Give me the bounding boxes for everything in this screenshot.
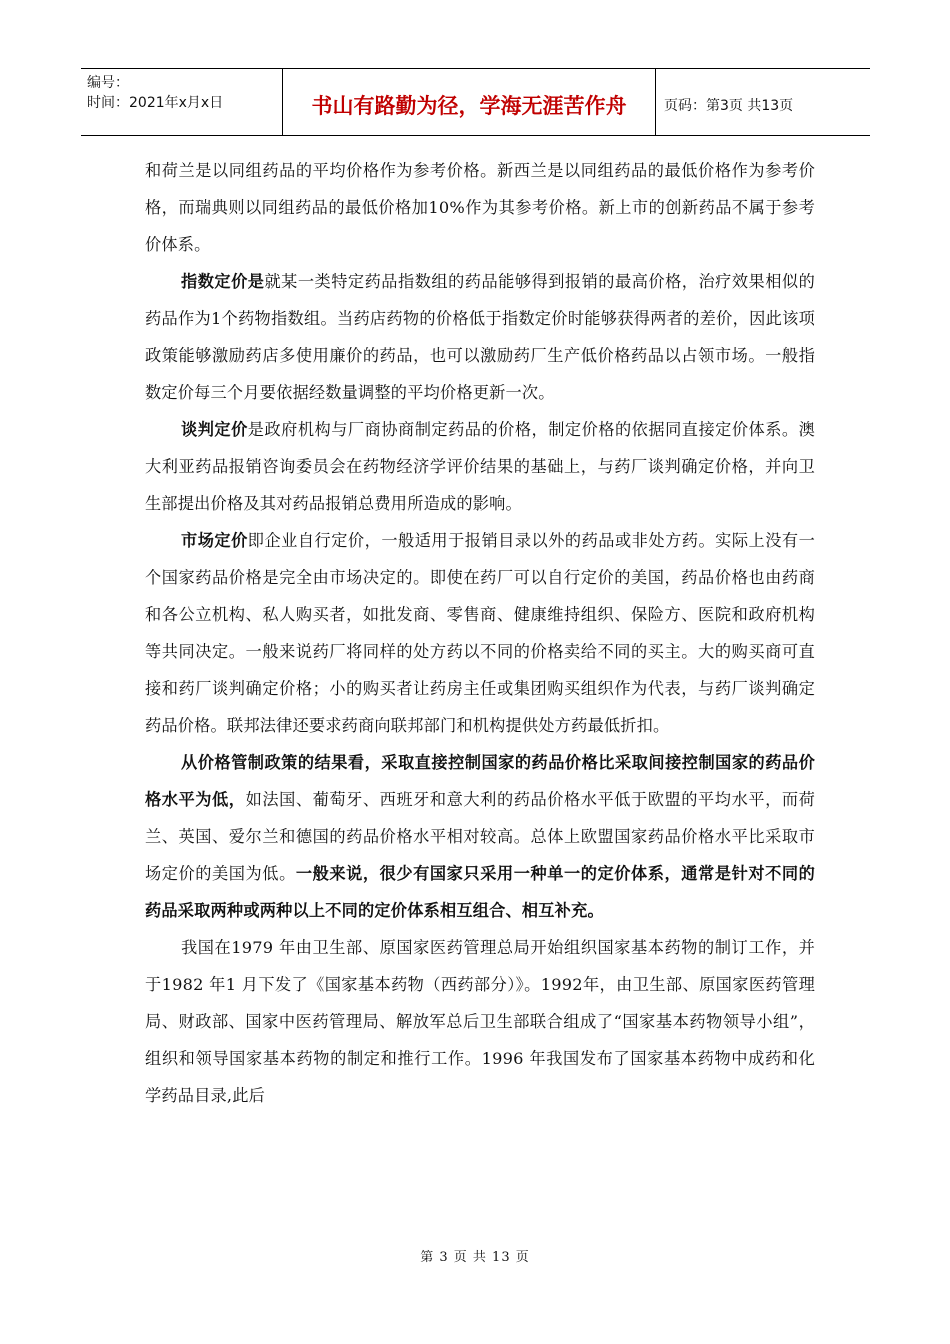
document-number-label: 编号： [87,75,129,91]
paragraph-4-text: 即企业自行定价，一般适用于报销目录以外的药品或非处方药。实际上没有一个国家药品价格是完全由市场决定的。即使在药厂可以自行定价的美国，药品价格也由药商和各公立机构、私人购买者，如批发商、零售商、健康维持组织、保险方、医院和政府机构等共同决定。一般来说药厂将同样的处方药以不同的价格卖给不同的买主。大的购买商可直接和药厂谈判确定价格；小的购买者让药房主任或集团购买组织作为代表，与药厂谈判确定药品价格。联邦法律还要求药商向联邦部门和机构提供处方药最低折扣。 [145,531,815,735]
paragraph-3 [145,411,815,522]
paragraph-2 [145,263,815,411]
header-motto: 书山有路勤为径，学海无涯苦作舟 [283,69,656,135]
paragraph-1 [145,152,815,263]
paragraph-5-text: 如法国、葡萄牙、西班牙和意大利的药品价格水平低于欧盟的平均水平，而荷兰、英国、爱尔兰和德国的药品价格水平相对较高。总体上欧盟国家药品价格水平比采取市场定价的美国为低。 [145,790,815,883]
document-body [145,152,815,1114]
paragraph-1-text: 和荷兰是以同组药品的平均价格作为参考价格。新西兰是以同组药品的最低价格作为参考价格，而瑞典则以同组药品的最低价格加10%作为其参考价格。新上市的创新药品不属于参考价体系。 [145,161,815,254]
paragraph-6-text: 我国在1979 年由卫生部、原国家医药管理总局开始组织国家基本药物的制订工作，并于1982 年1 月下发了《国家基本药物（西药部分）》。1992年，由卫生部、原国家医药管理局、财政部、国家中医药管理局、解放军总后卫生部联合组成了“国家基本药物领导小组”，组织和领导国家基本药物的制定和推行工作。1996 年我国发布了国家基本药物中成药和化学药品目录,此后 [145,938,815,1105]
header-page-info: 页码：第3页 共13页 [664,98,794,114]
paragraph-2-text: 就某一类特定药品指数组的药品能够得到报销的最高价格，治疗效果相似的药品作为1个药物指数组。当药店药物的价格低于指数定价时能够获得两者的差价，因此该项政策能够激励药店多使用廉价的药品，也可以激励药厂生产低价格药品以占领市场。一般指数定价每三个月要依据经数量调整的平均价格更新一次。 [145,272,815,402]
paragraph-6 [145,929,815,1114]
paragraph-3-lead: 谈判定价 [181,420,248,439]
paragraph-5-tail: 一般来说，很少有国家只采用一种单一的定价体系，通常是针对不同的药品采取两种或两种以上不同的定价体系相互组合、相互补充。 [145,864,815,920]
paragraph-5-lead: 从价格管制政策的结果看，采取直接控制国家的药品价格比采取间接控制国家的药品价格水平为低， [145,753,815,809]
paragraph-4 [145,522,815,744]
paragraph-5 [145,744,815,929]
document-date: 时间：2021年x月x日 [87,95,224,111]
paragraph-3-text: 是政府机构与厂商协商制定药品的价格，制定价格的依据同直接定价体系。澳大利亚药品报销咨询委员会在药物经济学评价结果的基础上，与药厂谈判确定价格，并向卫生部提出价格及其对药品报销总费用所造成的影响。 [145,420,815,513]
paragraph-4-lead: 市场定价 [181,531,248,550]
paragraph-2-lead: 指数定价是 [181,272,265,291]
page-header [81,68,870,136]
page-footer: 第 3 页 共 13 页 [420,1250,530,1265]
header-meta [81,69,283,135]
